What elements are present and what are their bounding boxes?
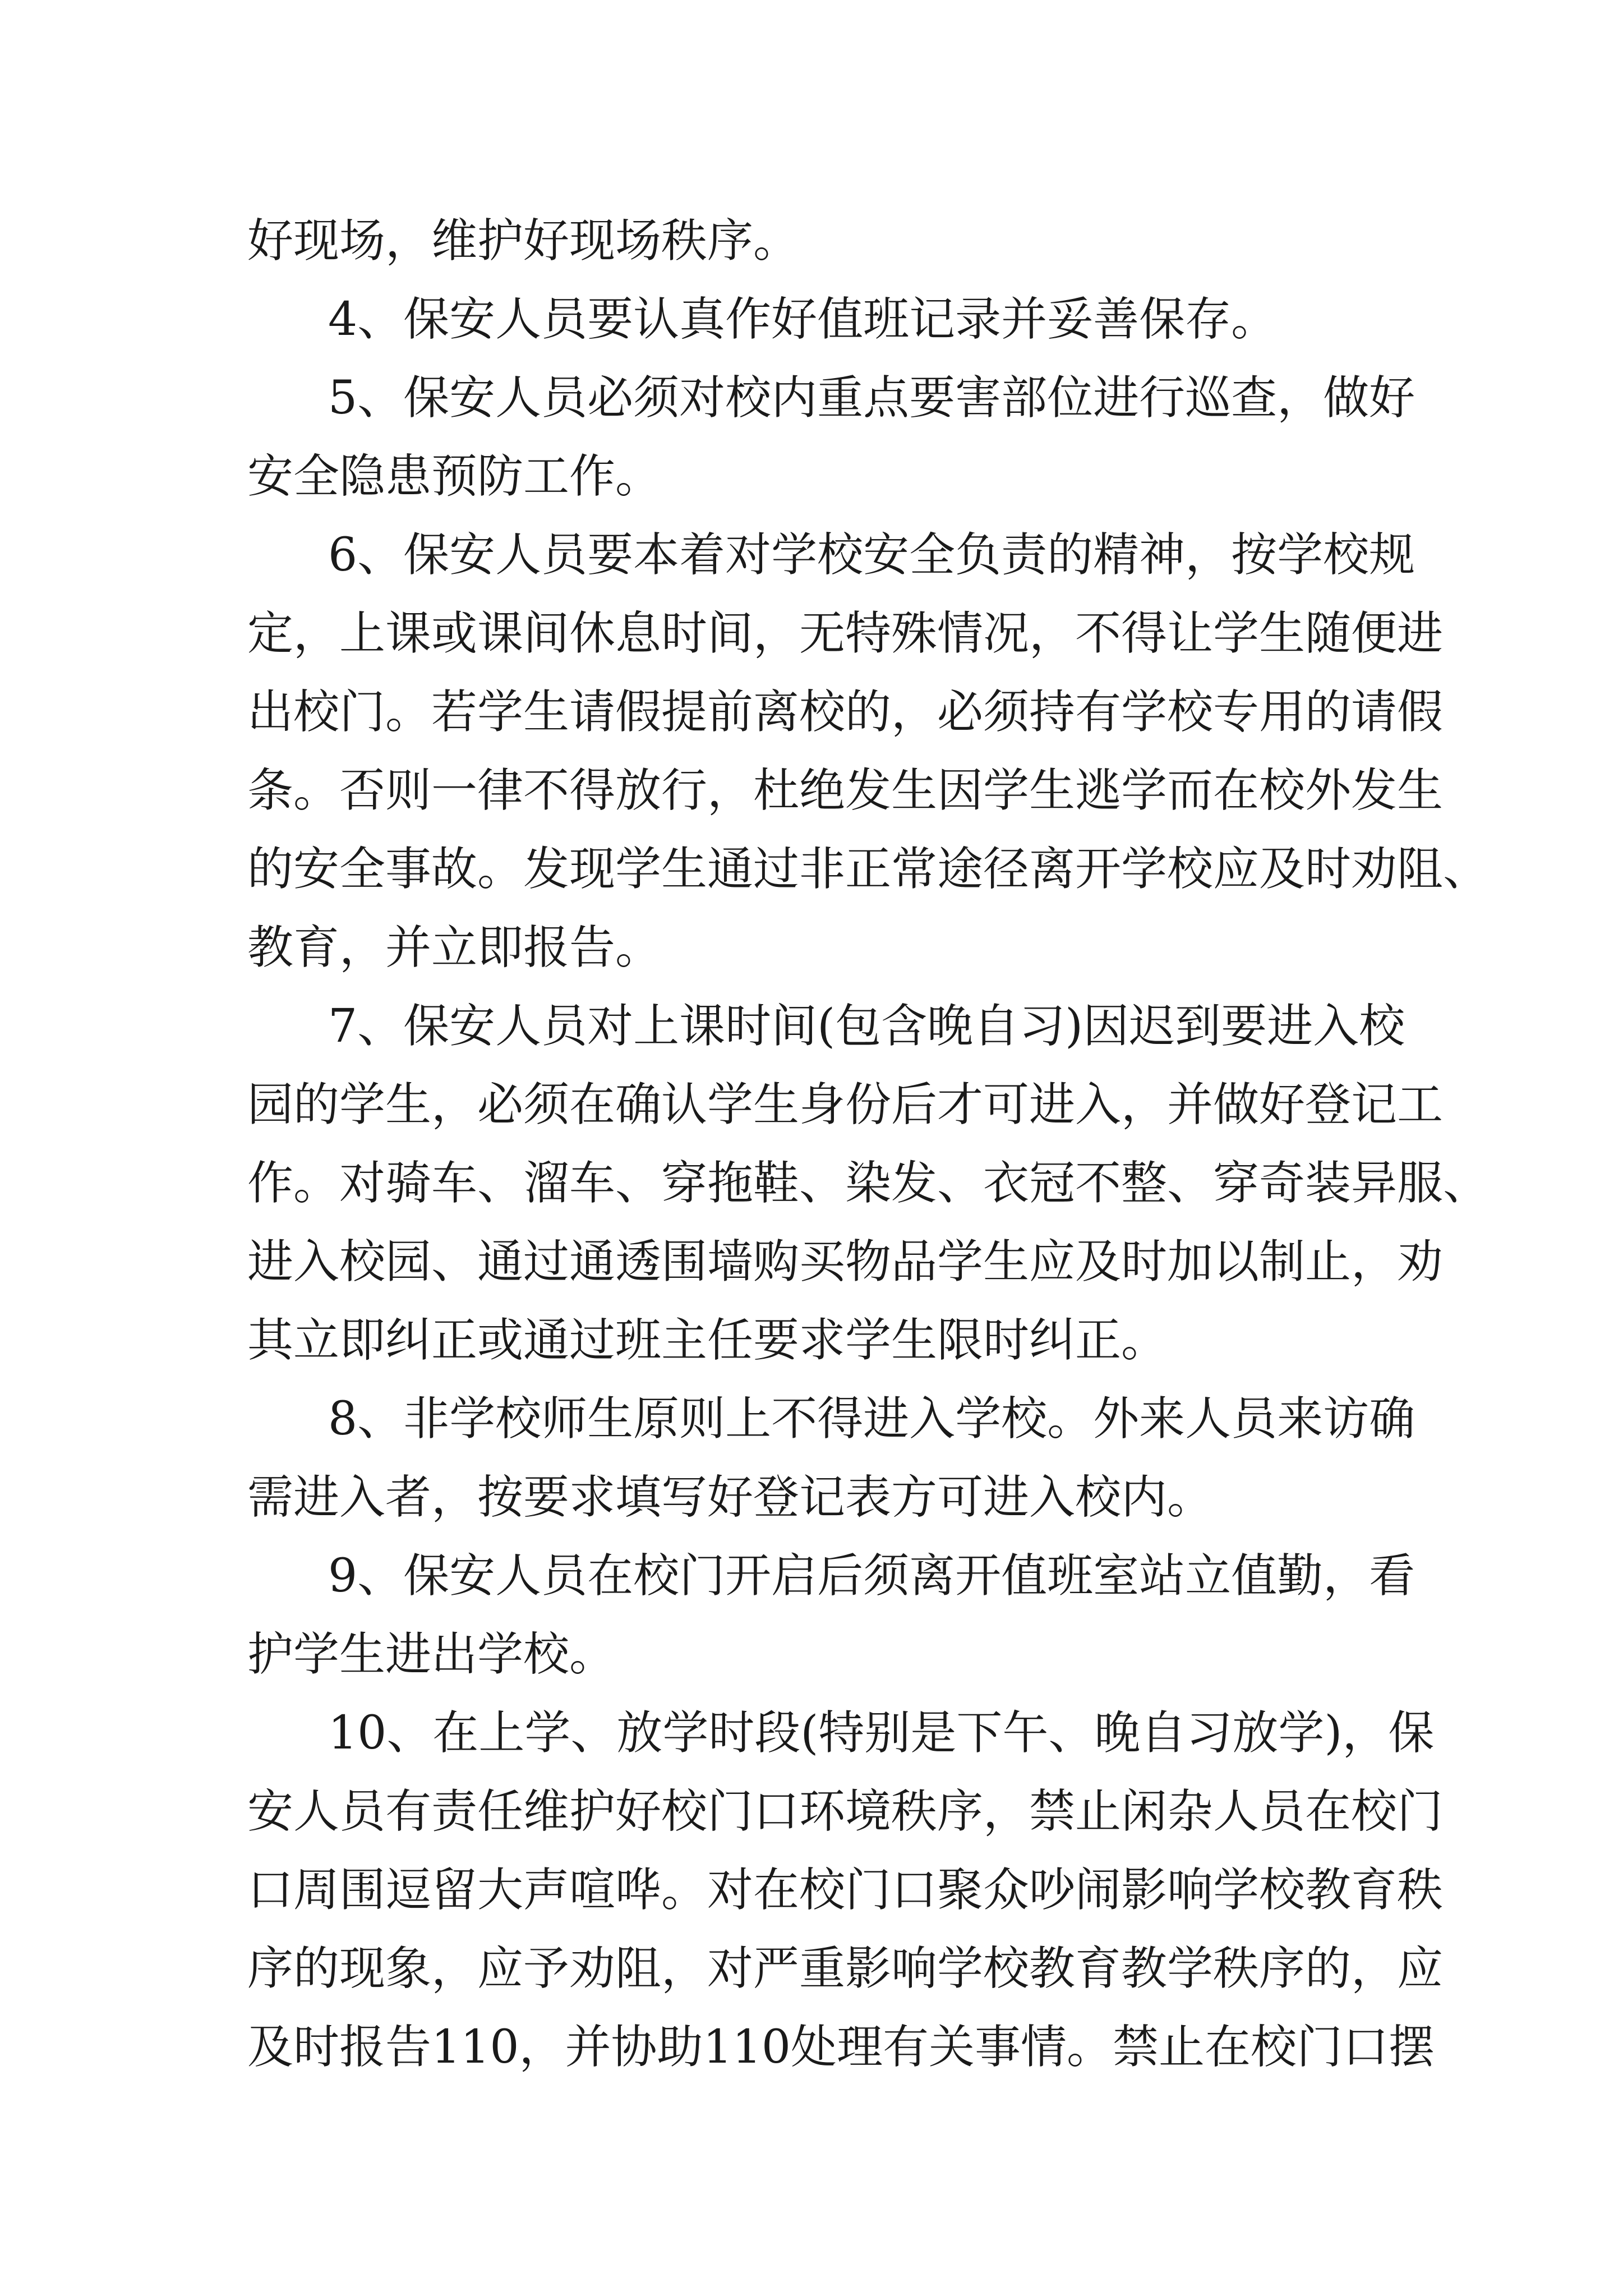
text-line: 序的现象，应予劝阻，对严重影响学校教育教学秩序的，应 (247, 1942, 1444, 1995)
text-line: 的安全事故。发现学生通过非正常途径离开学校应及时劝阻、 (247, 843, 1490, 896)
text-line: 好现场，维护好现场秩序。 (247, 214, 800, 268)
text-line: 6、保安人员要本着对学校安全负责的精神，按学校规 (328, 528, 1415, 582)
text-line: 8、非学校师生原则上不得进入学校。外来人员来访确 (328, 1392, 1415, 1446)
text-line: 9、保安人员在校门开启后须离开值班室站立值勤，看 (328, 1549, 1415, 1603)
text-line: 口周围逗留大声喧哗。对在校门口聚众吵闹影响学校教育秩 (247, 1864, 1444, 1917)
text-line: 安人员有责任维护好校门口环境秩序，禁止闲杂人员在校门 (247, 1785, 1444, 1838)
text-line: 作。对骑车、溜车、穿拖鞋、染发、衣冠不整、穿奇装异服、 (247, 1157, 1490, 1210)
text-line: 出校门。若学生请假提前离校的，必须持有学校专用的请假 (247, 685, 1444, 739)
text-line: 其立即纠正或通过班主任要求学生限时纠正。 (247, 1314, 1168, 1367)
text-line: 10、在上学、放学时段(特别是下午、晚自习放学)，保 (328, 1706, 1435, 1760)
text-line: 及时报告110，并协助110处理有关事情。禁止在校门口摆 (247, 2021, 1435, 2074)
text-line: 7、保安人员对上课时间(包含晚自习)因迟到要进入校 (328, 1000, 1405, 1053)
text-line: 5、保安人员必须对校内重点要害部位进行巡查，做好 (328, 371, 1415, 425)
text-line: 教育，并立即报告。 (247, 921, 662, 974)
text-line: 护学生进出学校。 (247, 1628, 616, 1681)
text-line: 安全隐患预防工作。 (247, 450, 662, 503)
text-line: 4、保安人员要认真作好值班记录并妥善保存。 (328, 293, 1278, 346)
text-line: 条。否则一律不得放行，杜绝发生因学生逃学而在校外发生 (247, 764, 1444, 817)
text-line: 园的学生，必须在确认学生身份后才可进入，并做好登记工 (247, 1078, 1444, 1131)
text-line: 进入校园、通过通透围墙购买物品学生应及时加以制止，劝 (247, 1235, 1444, 1289)
text-line: 定，上课或课间休息时间，无特殊情况，不得让学生随便进 (247, 607, 1444, 660)
text-line: 需进入者，按要求填写好登记表方可进入校内。 (247, 1471, 1214, 1524)
